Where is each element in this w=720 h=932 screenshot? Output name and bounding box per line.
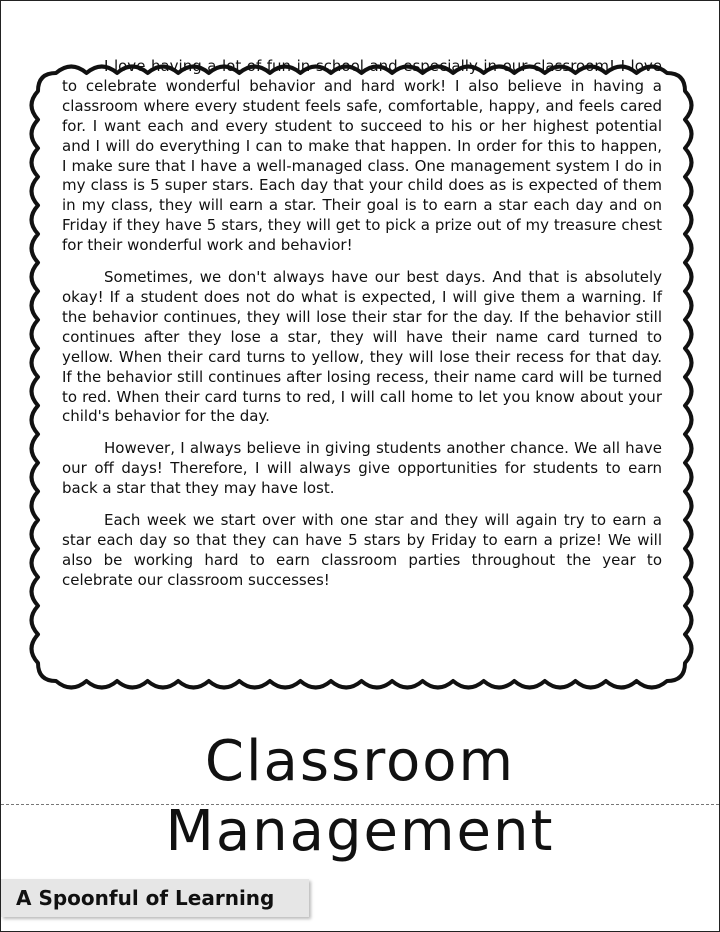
letter-paragraph-3: However, I always believe in giving students another chance. We all have our off days! Therefore, I will always give opportunities for students to earn back a star that they may have lost.: [62, 439, 662, 498]
dashed-divider: [1, 804, 719, 805]
letter-body: [62, 57, 662, 603]
letter-paragraph-2: Sometimes, we don't always have our best days. And that is absolutely okay! If a student does not do what is expected, I will give them a warning. If the behavior continues, they will lose their star for the day. If the behavior still continues after they lose a star, they will have their name card turned to yellow. When their card turns to yellow, they will lose their recess for that day. If the behavior still continues after losing recess, their name card will be turned to red. When their card turns to red, I will call home to let you know about your child's behavior for the day.: [62, 268, 662, 426]
brand-text: A Spoonful of Learning: [16, 886, 275, 910]
page-title: Classroom Management: [165, 729, 555, 864]
letter-paragraph-1: I love having a lot of fun in school and especially in our classroom! I love to celebrate wonderful behavior and hard work! I also believe in having a classroom where every student feels safe, comfortable, happy, and feels cared for. I want each and every student to succeed to his or her highest potential and I will do everything I can to make that happen. In order for this to happen, I make sure that I have a well-managed class. One management system I do in my class is 5 super stars. Each day that your child does as is expected of them in my class, they will earn a star. Their goal is to earn a star each day and on Friday if they have 5 stars, they will get to pick a prize out of my treasure chest for their wonderful work and behavior!: [62, 57, 662, 255]
letter-paragraph-4: Each week we start over with one star and they will again try to earn a star each day so that they can have 5 stars by Friday to earn a prize! We will also be working hard to earn classroom parties throughout the year to celebrate our classroom successes!: [62, 511, 662, 589]
brand-label: [1, 879, 309, 917]
